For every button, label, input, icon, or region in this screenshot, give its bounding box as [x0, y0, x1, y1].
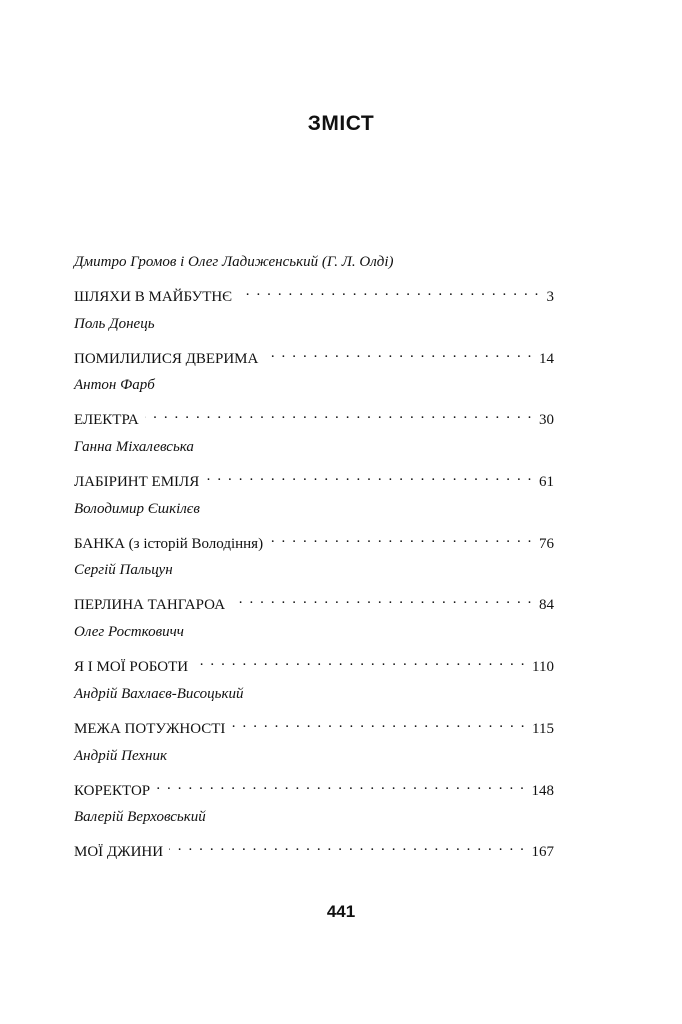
- toc-line: [74, 713, 554, 739]
- toc-story-title: КОРЕКТОР: [74, 782, 151, 799]
- toc-page-number: 84: [539, 597, 554, 614]
- toc-page-number: 61: [539, 474, 554, 491]
- toc-line: [74, 343, 554, 369]
- toc-entry: [74, 314, 554, 376]
- toc-entry: [74, 375, 554, 437]
- dot-leader: [238, 281, 540, 301]
- dot-leader: [145, 404, 533, 424]
- toc-entry: [74, 252, 554, 314]
- dot-leader: [169, 836, 525, 856]
- toc-line: [74, 589, 554, 615]
- toc-entry: [74, 622, 554, 684]
- page-title: ЗМІСТ: [307, 112, 375, 135]
- dot-leader: [205, 466, 533, 486]
- toc-page-number: 110: [532, 659, 554, 676]
- toc-entry: [74, 437, 554, 499]
- toc-story-title: ЛАБІРИНТ ЕМІЛЯ: [74, 474, 200, 491]
- dot-leader: [264, 343, 533, 363]
- toc-line: [74, 651, 554, 677]
- toc-line: [74, 404, 554, 430]
- toc-author: Андрій Пехник: [74, 747, 168, 764]
- dot-leader: [194, 651, 526, 671]
- toc-page-number: 148: [531, 782, 554, 799]
- toc-page-number: 14: [539, 350, 554, 367]
- toc-author: Андрій Вахлаєв-Висоцький: [74, 685, 244, 702]
- dot-leader: [269, 528, 533, 548]
- toc-author: Олег Ростковичч: [74, 624, 184, 641]
- toc-page-number: 167: [531, 844, 554, 861]
- dot-leader: [231, 713, 526, 733]
- toc-line: [74, 281, 554, 307]
- dot-leader: [156, 775, 525, 795]
- toc-line: [74, 466, 554, 492]
- toc-author: Володимир Єшкілєв: [74, 500, 200, 517]
- page-number: 441: [326, 902, 356, 921]
- toc-line: [74, 775, 554, 801]
- table-of-contents: [74, 252, 554, 869]
- toc-entry: [74, 746, 554, 808]
- toc-story-title: Я І МОЇ РОБОТИ: [74, 659, 189, 676]
- toc-entry: [74, 560, 554, 622]
- toc-entry: [74, 499, 554, 561]
- toc-entry: [74, 684, 554, 746]
- toc-story-title: ПОМИЛИЛИСЯ ДВЕРИМА: [74, 350, 259, 367]
- toc-author: Поль Донець: [74, 315, 155, 332]
- toc-page-number: 76: [539, 535, 554, 552]
- dot-leader: [231, 589, 533, 609]
- toc-story-title: МЕЖА ПОТУЖНОСТІ: [74, 720, 226, 737]
- toc-story-title: ШЛЯХИ В МАЙБУТНЄ: [74, 289, 233, 305]
- toc-author: Антон Фарб: [74, 377, 155, 394]
- toc-story-title: БАНКА (з історій Володіння): [74, 535, 264, 552]
- toc-story-title: ЕЛЕКТРА: [74, 412, 139, 429]
- toc-line: [74, 528, 554, 554]
- toc-line: [74, 836, 554, 862]
- toc-entry: [74, 807, 554, 869]
- toc-page-number: 3: [546, 289, 554, 305]
- toc-story-title: ПЕРЛИНА ТАНГАРОА: [74, 597, 226, 614]
- toc-page-number: 115: [532, 720, 554, 737]
- toc-story-title: МОЇ ДЖИНИ: [74, 844, 164, 861]
- toc-page-number: 30: [539, 412, 554, 429]
- toc-author: Дмитро Громов і Олег Ладиженський (Г. Л. Олді): [74, 254, 394, 270]
- toc-author: Сергій Пальцун: [74, 562, 173, 579]
- toc-author: Валерій Верховський: [74, 809, 206, 826]
- toc-author: Ганна Міхалевська: [74, 439, 194, 456]
